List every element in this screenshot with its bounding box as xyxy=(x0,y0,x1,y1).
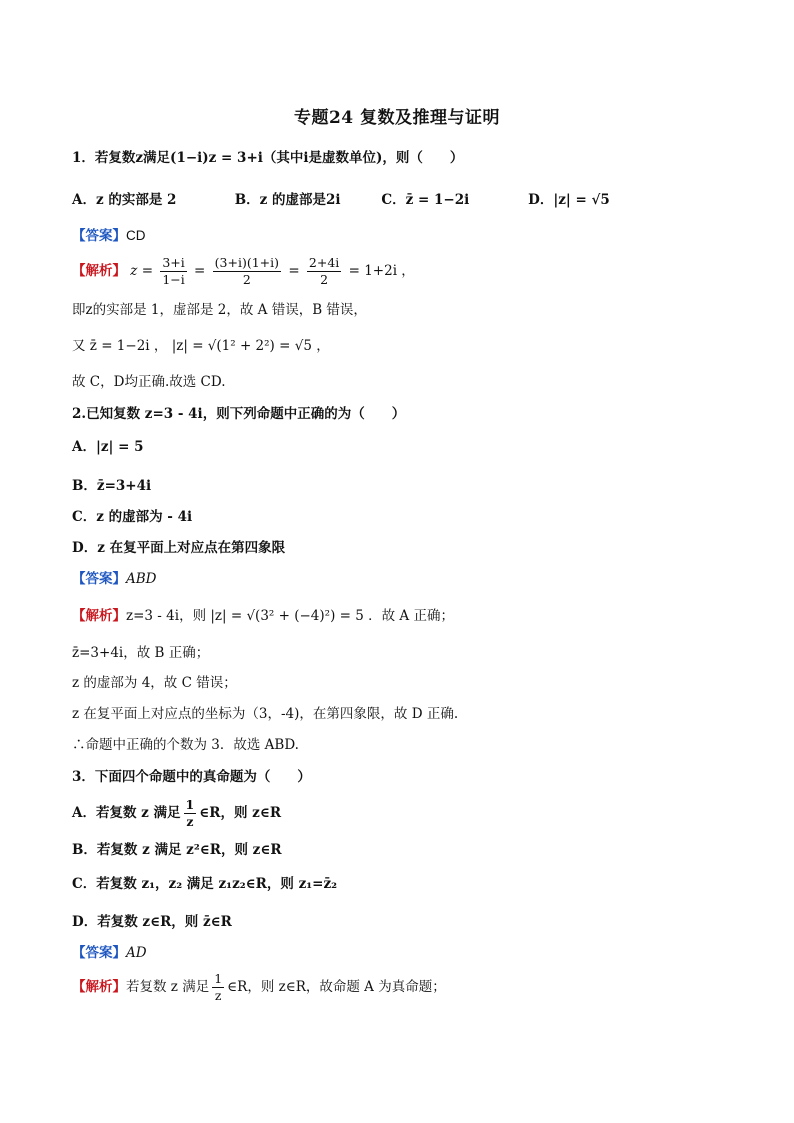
q1-option-a: A．z 的实部是 2 xyxy=(72,192,177,208)
answer-value: ABD xyxy=(126,571,157,587)
q2-analysis-line5: ∴命题中正确的个数为 3．故选 ABD. xyxy=(72,737,299,753)
q1-stem: 1．若复数z满足(1−i)z = 3+i（其中i是虚数单位)，则（ ） xyxy=(72,150,464,166)
q3-stem: 3．下面四个命题中的真命题为（ ） xyxy=(72,769,311,785)
calc-tail: = 1+2i ， xyxy=(348,263,415,279)
q2-answer xyxy=(72,569,157,589)
analysis-label: 【解析】 xyxy=(72,263,126,279)
fraction: $\frac{(3+i)(1+i)}{2}$ xyxy=(214,255,280,287)
fraction: $\frac{1}{z}$ xyxy=(185,797,195,829)
q1-analysis-line3: 又 z̄ = 1−2i ， |z| = √(1² + 2²) = √5 ， xyxy=(72,338,330,354)
answer-label: 【答案】 xyxy=(72,571,126,587)
q2-option-d: D．z 在复平面上对应点在第四象限 xyxy=(72,540,286,556)
q2-analysis-line1: 【解析】z=3 - 4i，则 |z| = √(3² + (−4)²) = 5 ．故 A 正确； xyxy=(72,608,454,624)
q1-analysis-line2: 即z的实部是 1，虚部是 2，故 A 错误，B 错误， xyxy=(72,302,367,318)
q2-analysis-line4: z 在复平面上对应点的坐标为（3，-4)，在第四象限，故 D 正确. xyxy=(72,706,459,722)
fraction: $\frac{3+i}{1-i}$ xyxy=(162,255,185,287)
q2-analysis-line3: z 的虚部为 4，故 C 错误； xyxy=(72,675,237,691)
q1-answer xyxy=(72,226,146,246)
q3-option-d: D．若复数 z∈R，则 z̄∈R xyxy=(72,914,232,930)
q2-option-a: A．|z| = 5 xyxy=(72,439,144,455)
answer-value: AD xyxy=(126,945,147,961)
q2-stem: 2.已知复数 z=3 - 4i，则下列命题中正确的为（ ） xyxy=(72,406,406,422)
answer-value: CD xyxy=(126,228,146,243)
q2-option-c: C．z 的虚部为 - 4i xyxy=(72,509,193,525)
q1-option-b: B．z 的虚部是2i xyxy=(234,192,341,208)
q3-answer xyxy=(72,943,147,963)
answer-label: 【答案】 xyxy=(72,945,126,961)
answer-label: 【答案】 xyxy=(72,228,126,244)
q1-analysis-calc: 【解析】 z = $\frac{3+i}{1-i}$ = $\frac{(3+i)(1+i)}{2}$ = $\frac{2+4i}{2}$ = 1+2i ， xyxy=(72,255,415,287)
q2-option-b: B．z̄=3+4i xyxy=(72,478,152,494)
fraction: $\frac{1}{z}$ xyxy=(214,971,223,1003)
q3-option-b: B．若复数 z 满足 z²∈R，则 z∈R xyxy=(72,842,282,858)
analysis-label: 【解析】 xyxy=(72,608,126,624)
q3-option-c: C．若复数 z₁，z₂ 满足 z₁z₂∈R，则 z₁=z̄₂ xyxy=(72,876,338,892)
q1-option-c: C．z̄ = 1−2i xyxy=(381,192,470,208)
q3-analysis-line1: 【解析】若复数 z 满足 $\frac{1}{z}$ ∈R，则 z∈R，故命题 A 为真命题； xyxy=(72,971,446,1003)
fraction: $\frac{2+4i}{2}$ xyxy=(308,255,340,287)
q3-option-a: A．若复数 z 满足 $\frac{1}{z}$ ∈R，则 z∈R xyxy=(72,797,282,829)
q1-options xyxy=(72,190,732,210)
q1-analysis-line4: 故 C，D均正确.故选 CD. xyxy=(72,374,226,390)
q1-option-d: D．|z| = √5 xyxy=(528,192,610,208)
page-title: 专题24 复数及推理与证明 xyxy=(293,108,501,128)
calc-z: z = xyxy=(130,263,154,279)
q2-analysis-line2: z̄=3+4i，故 B 正确； xyxy=(72,645,210,661)
analysis-label: 【解析】 xyxy=(72,979,126,995)
